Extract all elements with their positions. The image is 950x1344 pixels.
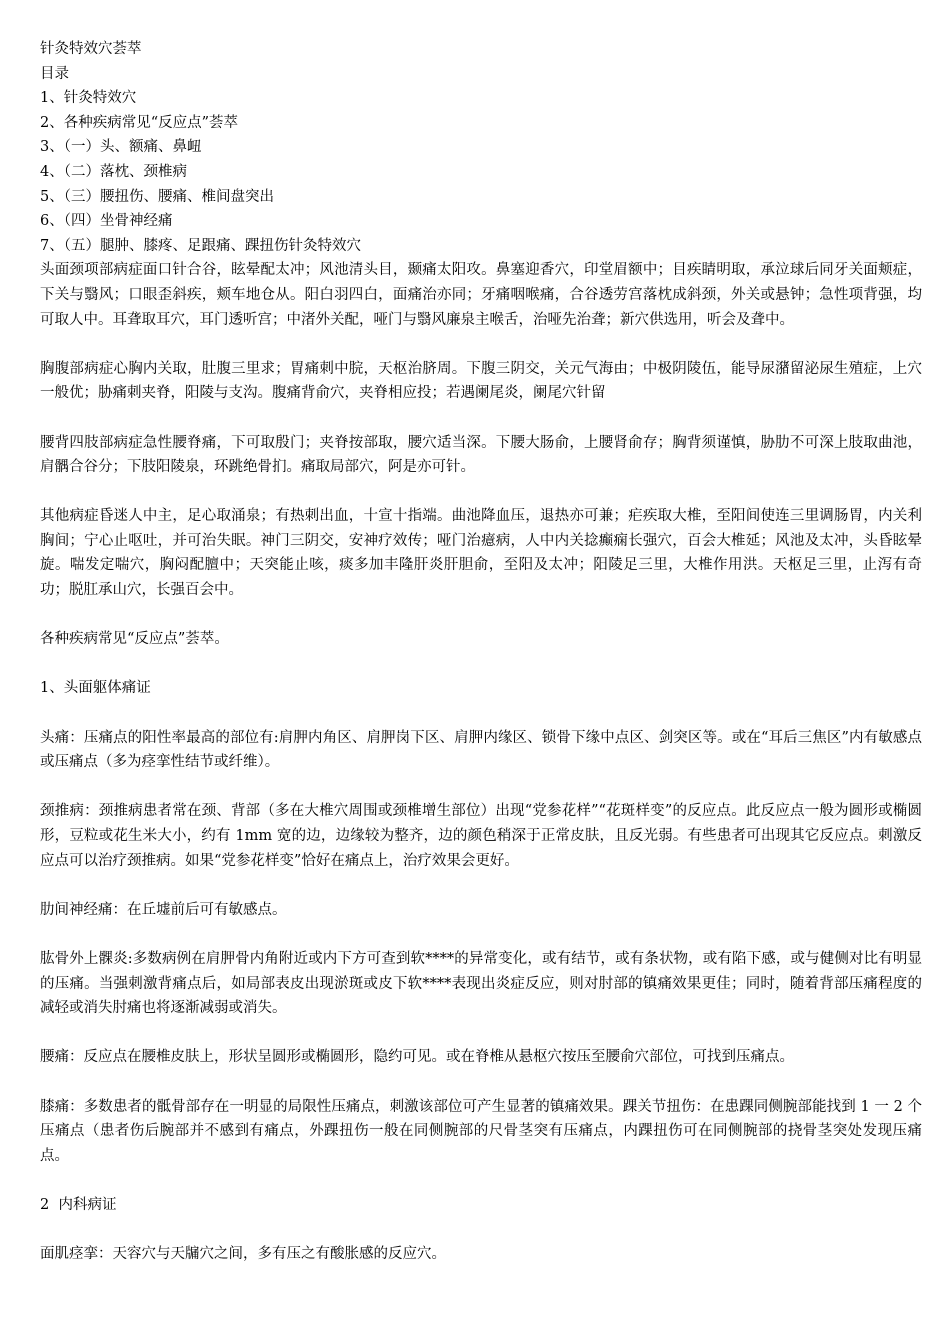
paragraph-other: 其他病症昏迷人中主，足心取涌泉；有热刺出血，十宣十指端。曲池降血压，退热亦可兼；疟疾取大椎，至阳间使连三里调肠胃，内关利胸间；宁心止呕吐，并可治失眠。神门三阴交，安神疗效传；哑门治癔病，人中内关捻癫痫长强穴，百会大椎延；风池及太冲，头昏眩晕旋。喘发定喘穴，胸闷配膻中；天突能止咳，痰多加丰隆肝炎肝胆俞，至阳及太冲；阳陵足三里，大椎作用洪。天枢足三里，止泻有奇功；脱肛承山穴，长强百会中。 xyxy=(40,508,922,599)
reflex-points-heading: 各种疾病常见“反应点”荟萃。 xyxy=(40,631,229,648)
toc-heading: 目录 xyxy=(40,65,69,82)
toc-item: 4、（二）落枕、颈椎病 xyxy=(40,163,187,180)
toc-item: 6、（四）坐骨神经痛 xyxy=(40,213,173,230)
paragraph-gap xyxy=(40,603,922,628)
paragraph-gap xyxy=(40,406,922,431)
paragraph-intercostal: 肋间神经痛：在丘墟前后可有敏感点。 xyxy=(40,901,287,918)
paragraph-gap xyxy=(40,332,922,357)
paragraph-gap xyxy=(40,1070,922,1095)
toc-item: 1、针灸特效穴 xyxy=(40,90,137,107)
paragraph-gap xyxy=(40,775,922,800)
toc-item: 2、各种疾病常见“反应点”荟萃 xyxy=(40,114,239,131)
paragraph-back-limbs: 腰背四肢部病症急性腰脊痛，下可取殷门；夹脊按部取，腰穴适当深。下腰大肠俞，上腰肾俞存；胸背须谨慎，胁肋不可深上肢取曲池，肩髃合谷分；下肢阳陵泉，环跳绝骨扪。痛取局部穴，阿是亦可针。 xyxy=(40,434,922,476)
paragraph-headache: 头痛：压痛点的阳性率最高的部位有:肩胛内角区、肩胛岗下区、肩胛内缘区、锁骨下缘中点区、剑突区等。或在“耳后三焦区”内有敏感点或压痛点（多为痉挛性结节或纤维）。 xyxy=(40,729,922,771)
paragraph-cervical: 颈推病：颈推病患者常在颈、背部（多在大椎穴周围或颈椎增生部位）出现“党参花样”“花斑样变”的反应点。此反应点一般为圆形或椭圆形，豆粒或花生米大小，约有 1mm 宽的边，边缘较为整齐，边的颜色稍深于正常皮肤，且反光弱。有些患者可出现其它反应点。刺激反应点可以治疗颈推病。如果“党参花样变”恰好在痛点上，治疗效果会更好。 xyxy=(40,803,922,869)
section-heading: 1、头面躯体痛证 xyxy=(40,680,151,697)
paragraph-gap xyxy=(40,1021,922,1046)
paragraph-gap xyxy=(40,873,922,898)
toc-item: 7、（五）腿肿、膝疼、足跟痛、踝扭伤针灸特效穴 xyxy=(40,237,361,254)
paragraph-elbow: 肱骨外上髁炎:多数病例在肩胛骨内角附近或内下方可查到软****的异常变化，或有结节，或有条状物，或有陷下感，或与健侧对比有明显的压痛。当强刺激背痛点后，如局部表皮出现淤斑或皮下软****表现出炎症反应，则对肘部的镇痛效果更佳；同时，随着背部压痛程度的减轻或消失肘痛也将逐渐减弱或消失。 xyxy=(40,950,922,1017)
toc-item: 5、（三）腰扭伤、腰痛、椎间盘突出 xyxy=(40,188,274,205)
paragraph-gap xyxy=(40,480,922,505)
section-heading: 2 内科病证 xyxy=(40,1196,117,1213)
document-page xyxy=(40,37,922,1267)
paragraph-gap xyxy=(40,701,922,726)
paragraph-knee-ankle: 膝痛：多数患者的骶骨部存在一明显的局限性压痛点，刺激该部位可产生显著的镇痛效果。踝关节扭伤：在患踝同侧腕部能找到 1 一 2 个压痛点（患者伤后腕部并不感到有痛点，外踝扭伤一般在同侧腕部的尺骨茎突有压痛点，内踝扭伤可在同侧腕部的挠骨茎突处发现压痛点。 xyxy=(40,1098,922,1164)
paragraph-chest-abdomen: 胸腹部病症心胸内关取，肚腹三里求；胃痛刺中脘，天枢治脐周。下腹三阴交，关元气海由；中极阴陵伍，能导尿潴留泌尿生殖症，上穴一般优；胁痛刺夹脊，阳陵与支沟。腹痛背俞穴，夹脊相应投；若遇阑尾炎，阑尾穴针留 xyxy=(40,360,922,402)
paragraph-facial-spasm: 面肌痉挛：天容穴与天牖穴之间，多有压之有酸胀感的反应穴。 xyxy=(40,1246,446,1263)
paragraph-gap xyxy=(40,652,922,677)
toc-item: 3、（一）头、额痛、鼻衄 xyxy=(40,139,202,156)
paragraph-head-neck: 头面颈项部病症面口针合谷，眩晕配太冲；风池清头目，颞痛太阳攻。鼻塞迎香穴，印堂眉额中；目疾睛明取，承泣球后同牙关面颊症，下关与翳风；口眼歪斜疾，颊车地仓从。阳白羽四白，面痛治亦同；牙痛咽喉痛，合谷透劳宫落枕成斜颈，外关或悬钟；急性项背强，均可取人中。耳聋取耳穴，耳门透听宫；中渚外关配，哑门与翳风廉泉主喉舌，治哑先治聋；新穴供选用，听会及聋中。 xyxy=(40,262,922,328)
paragraph-gap xyxy=(40,1218,922,1243)
paragraph-lumbago: 腰痛：反应点在腰椎皮肤上，形状呈圆形或椭圆形，隐约可见。或在脊椎从悬枢穴按压至腰俞穴部位，可找到压痛点。 xyxy=(40,1049,794,1066)
document-title: 针灸特效穴荟萃 xyxy=(40,41,142,57)
paragraph-gap xyxy=(40,922,922,947)
paragraph-gap xyxy=(40,1168,922,1193)
